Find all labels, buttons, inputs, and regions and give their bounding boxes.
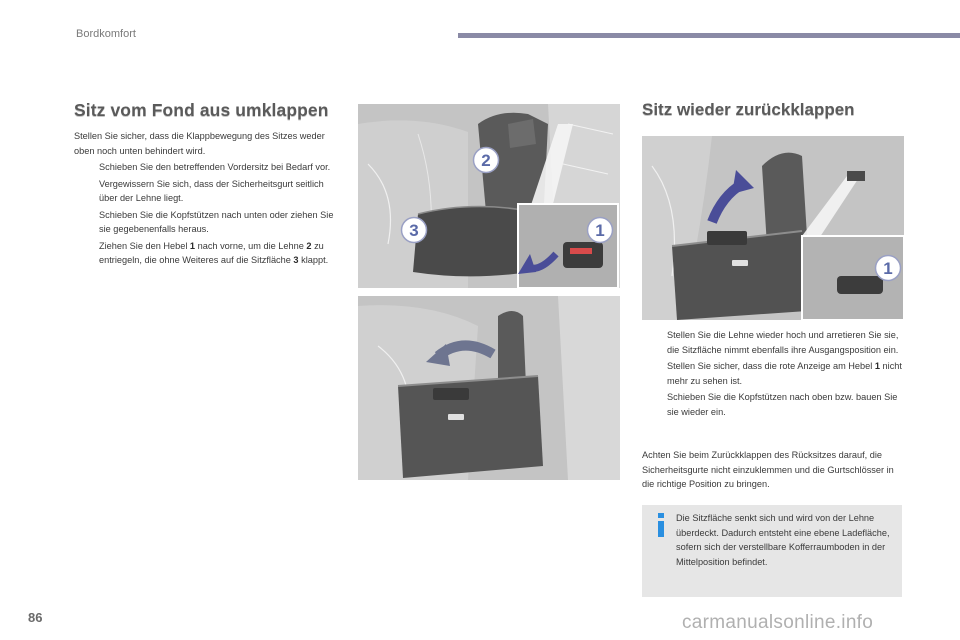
illustration-seat-upright <box>358 104 620 288</box>
section-header-label: Bordkomfort <box>76 28 136 40</box>
watermark: carmanualsonline.info <box>682 612 874 633</box>
right-heading: Sitz wieder zurückklappen <box>642 100 855 119</box>
right-steps <box>642 328 904 419</box>
svg-text:1: 1 <box>883 259 893 278</box>
illustration-seat-folding <box>358 296 620 480</box>
svg-text:3: 3 <box>409 221 419 240</box>
svg-text:1: 1 <box>595 221 605 240</box>
callout-3-icon <box>400 216 428 244</box>
left-step-4: Ziehen Sie den Hebel 1 nach vorne, um die Lehne 2 zu entriegeln, die ohne Weiteres auf die Sitzfläche 3 klappt. <box>99 240 329 265</box>
left-steps <box>74 160 336 268</box>
left-step-2: Vergewissern Sie sich, dass der Sicherheitsgurt seitlich über der Lehne liegt. <box>99 178 324 203</box>
section-header-bar <box>458 33 960 38</box>
left-intro: Stellen Sie sicher, dass die Klappbewegung des Sitzes weder oben noch unten behindert wird. <box>74 131 325 156</box>
right-steps-container <box>642 328 904 421</box>
seatbelt-note: Achten Sie beim Zurückklappen des Rücksitzes darauf, die Sicherheitsgurte nicht einzuklemmen und die Gurtschlösser in die richtige Position zu bringen. <box>642 450 894 489</box>
callout-1-folded-icon <box>874 254 902 282</box>
svg-text:2: 2 <box>481 151 491 170</box>
page-number: 86 <box>28 610 43 625</box>
left-step-1: Schieben Sie den betreffenden Vordersitz bei Bedarf vor. <box>99 162 331 172</box>
callout-1-icon <box>586 216 614 244</box>
info-text: Die Sitzfläche senkt sich und wird von der Lehne überdeckt. Dadurch entsteht eine ebene Ladefläche, sofern sich der verstellbare Kofferraumboden in der Mittelposition befindet. <box>676 513 890 567</box>
left-column <box>74 100 336 270</box>
illustration-seat-folded <box>642 136 904 320</box>
right-step-2: Stellen Sie sicher, dass die rote Anzeige am Hebel 1 nicht mehr zu sehen ist. <box>667 361 902 386</box>
info-box <box>642 505 902 597</box>
callout-2-icon <box>472 146 500 174</box>
info-icon <box>654 513 668 537</box>
right-step-1: Stellen Sie die Lehne wieder hoch und arretieren Sie sie, die Sitzfläche nimmt ebenfalls ihre Ausgangsposition ein. <box>667 330 899 355</box>
right-column <box>642 100 904 120</box>
left-step-3: Schieben Sie die Kopfstützen nach unten oder ziehen Sie sie gegebenenfalls heraus. <box>99 209 334 234</box>
right-step-3: Schieben Sie die Kopfstützen nach oben bzw. bauen Sie sie wieder ein. <box>667 392 898 417</box>
left-heading: Sitz vom Fond aus umklappen <box>74 100 329 120</box>
